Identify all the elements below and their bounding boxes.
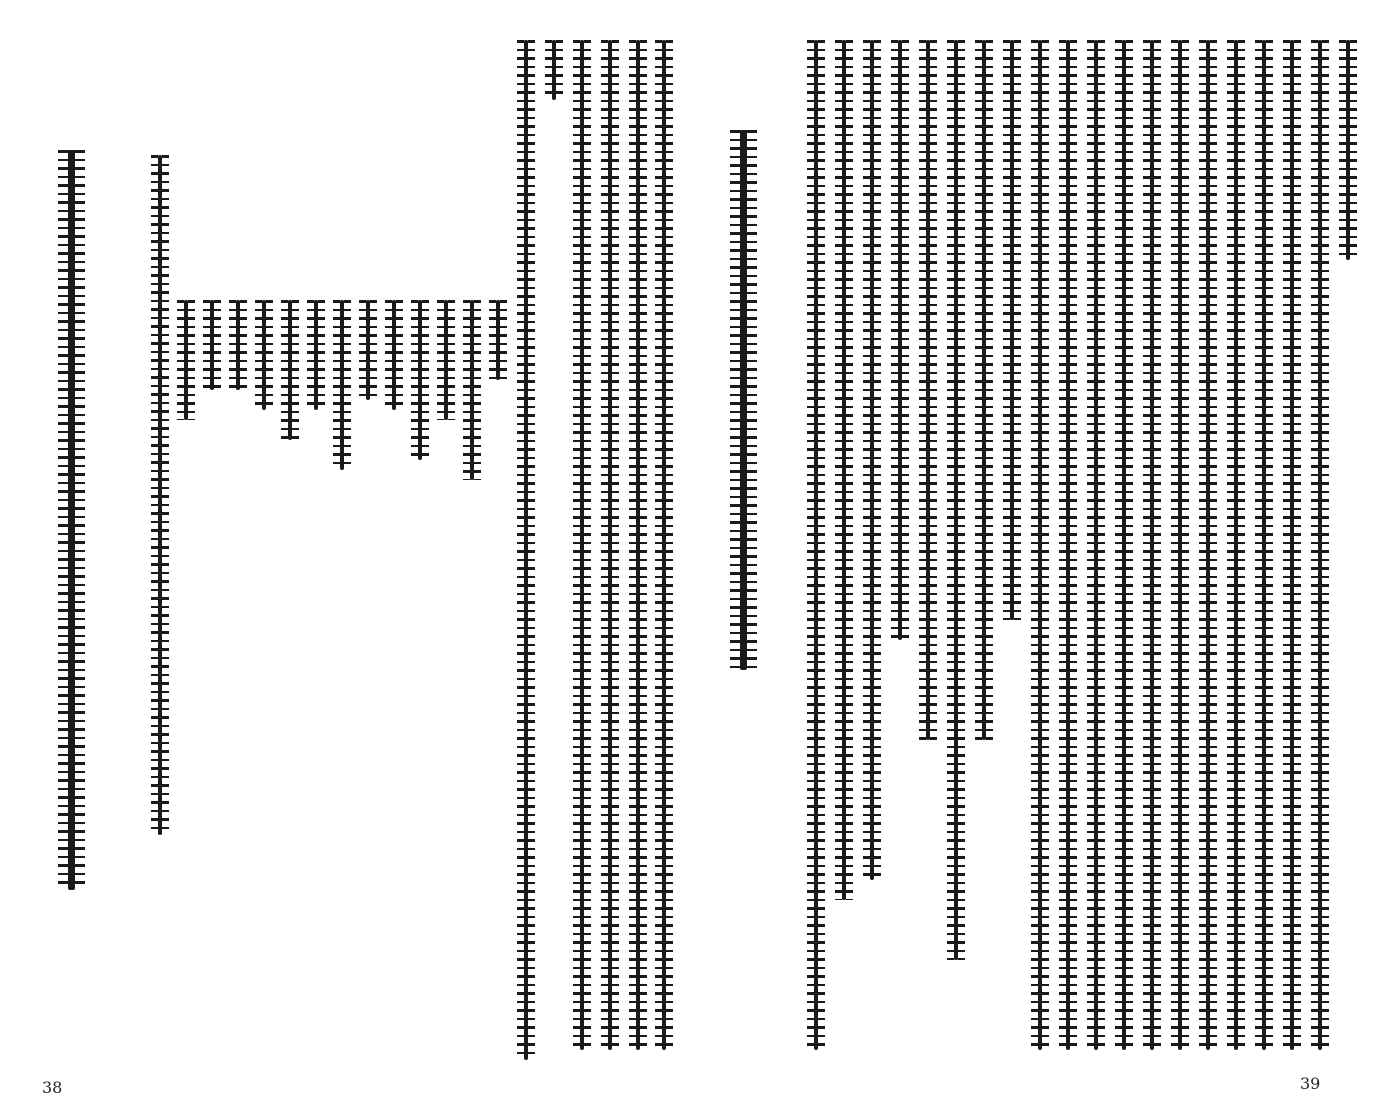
left-text-column bbox=[210, 300, 214, 390]
right-text-column bbox=[814, 40, 818, 1050]
right-text-column bbox=[1206, 40, 1210, 1050]
right-text-column bbox=[1010, 40, 1014, 620]
page-number-left: 38 bbox=[42, 1078, 63, 1097]
left-heading-line bbox=[68, 150, 75, 890]
left-text-column bbox=[662, 40, 666, 1050]
right-text-column bbox=[1038, 40, 1042, 1050]
right-text-column bbox=[842, 40, 846, 900]
right-text-column bbox=[1262, 40, 1266, 1050]
right-text-column bbox=[1178, 40, 1182, 1050]
right-heading-line bbox=[740, 130, 747, 670]
left-text-column bbox=[340, 300, 344, 470]
right-text-column bbox=[1094, 40, 1098, 1050]
left-text-column bbox=[184, 300, 188, 420]
left-text-column bbox=[314, 300, 318, 410]
right-text-column bbox=[870, 40, 874, 880]
right-text-column bbox=[898, 40, 902, 640]
left-text-column bbox=[262, 300, 266, 410]
left-text-column bbox=[470, 300, 474, 480]
right-text-column bbox=[926, 40, 930, 740]
right-text-column bbox=[1150, 40, 1154, 1050]
right-text-column bbox=[982, 40, 986, 740]
page-number-right: 39 bbox=[1300, 1074, 1321, 1093]
left-text-column bbox=[552, 40, 556, 100]
left-text-column bbox=[158, 155, 162, 835]
left-text-column bbox=[366, 300, 370, 400]
left-text-column bbox=[392, 300, 396, 410]
right-text-column bbox=[1066, 40, 1070, 1050]
left-text-column bbox=[418, 300, 422, 460]
left-text-column bbox=[236, 300, 240, 390]
left-text-column bbox=[636, 40, 640, 1050]
right-text-column bbox=[954, 40, 958, 960]
left-text-column bbox=[288, 300, 292, 440]
right-text-column bbox=[1234, 40, 1238, 1050]
right-text-column bbox=[1122, 40, 1126, 1050]
left-text-column bbox=[608, 40, 612, 1050]
left-text-column bbox=[444, 300, 448, 420]
right-text-column bbox=[1318, 40, 1322, 1050]
right-text-column bbox=[1290, 40, 1294, 1050]
left-text-column bbox=[580, 40, 584, 1050]
right-text-column bbox=[1346, 40, 1350, 260]
left-text-column bbox=[524, 40, 528, 1060]
left-text-column bbox=[496, 300, 500, 380]
